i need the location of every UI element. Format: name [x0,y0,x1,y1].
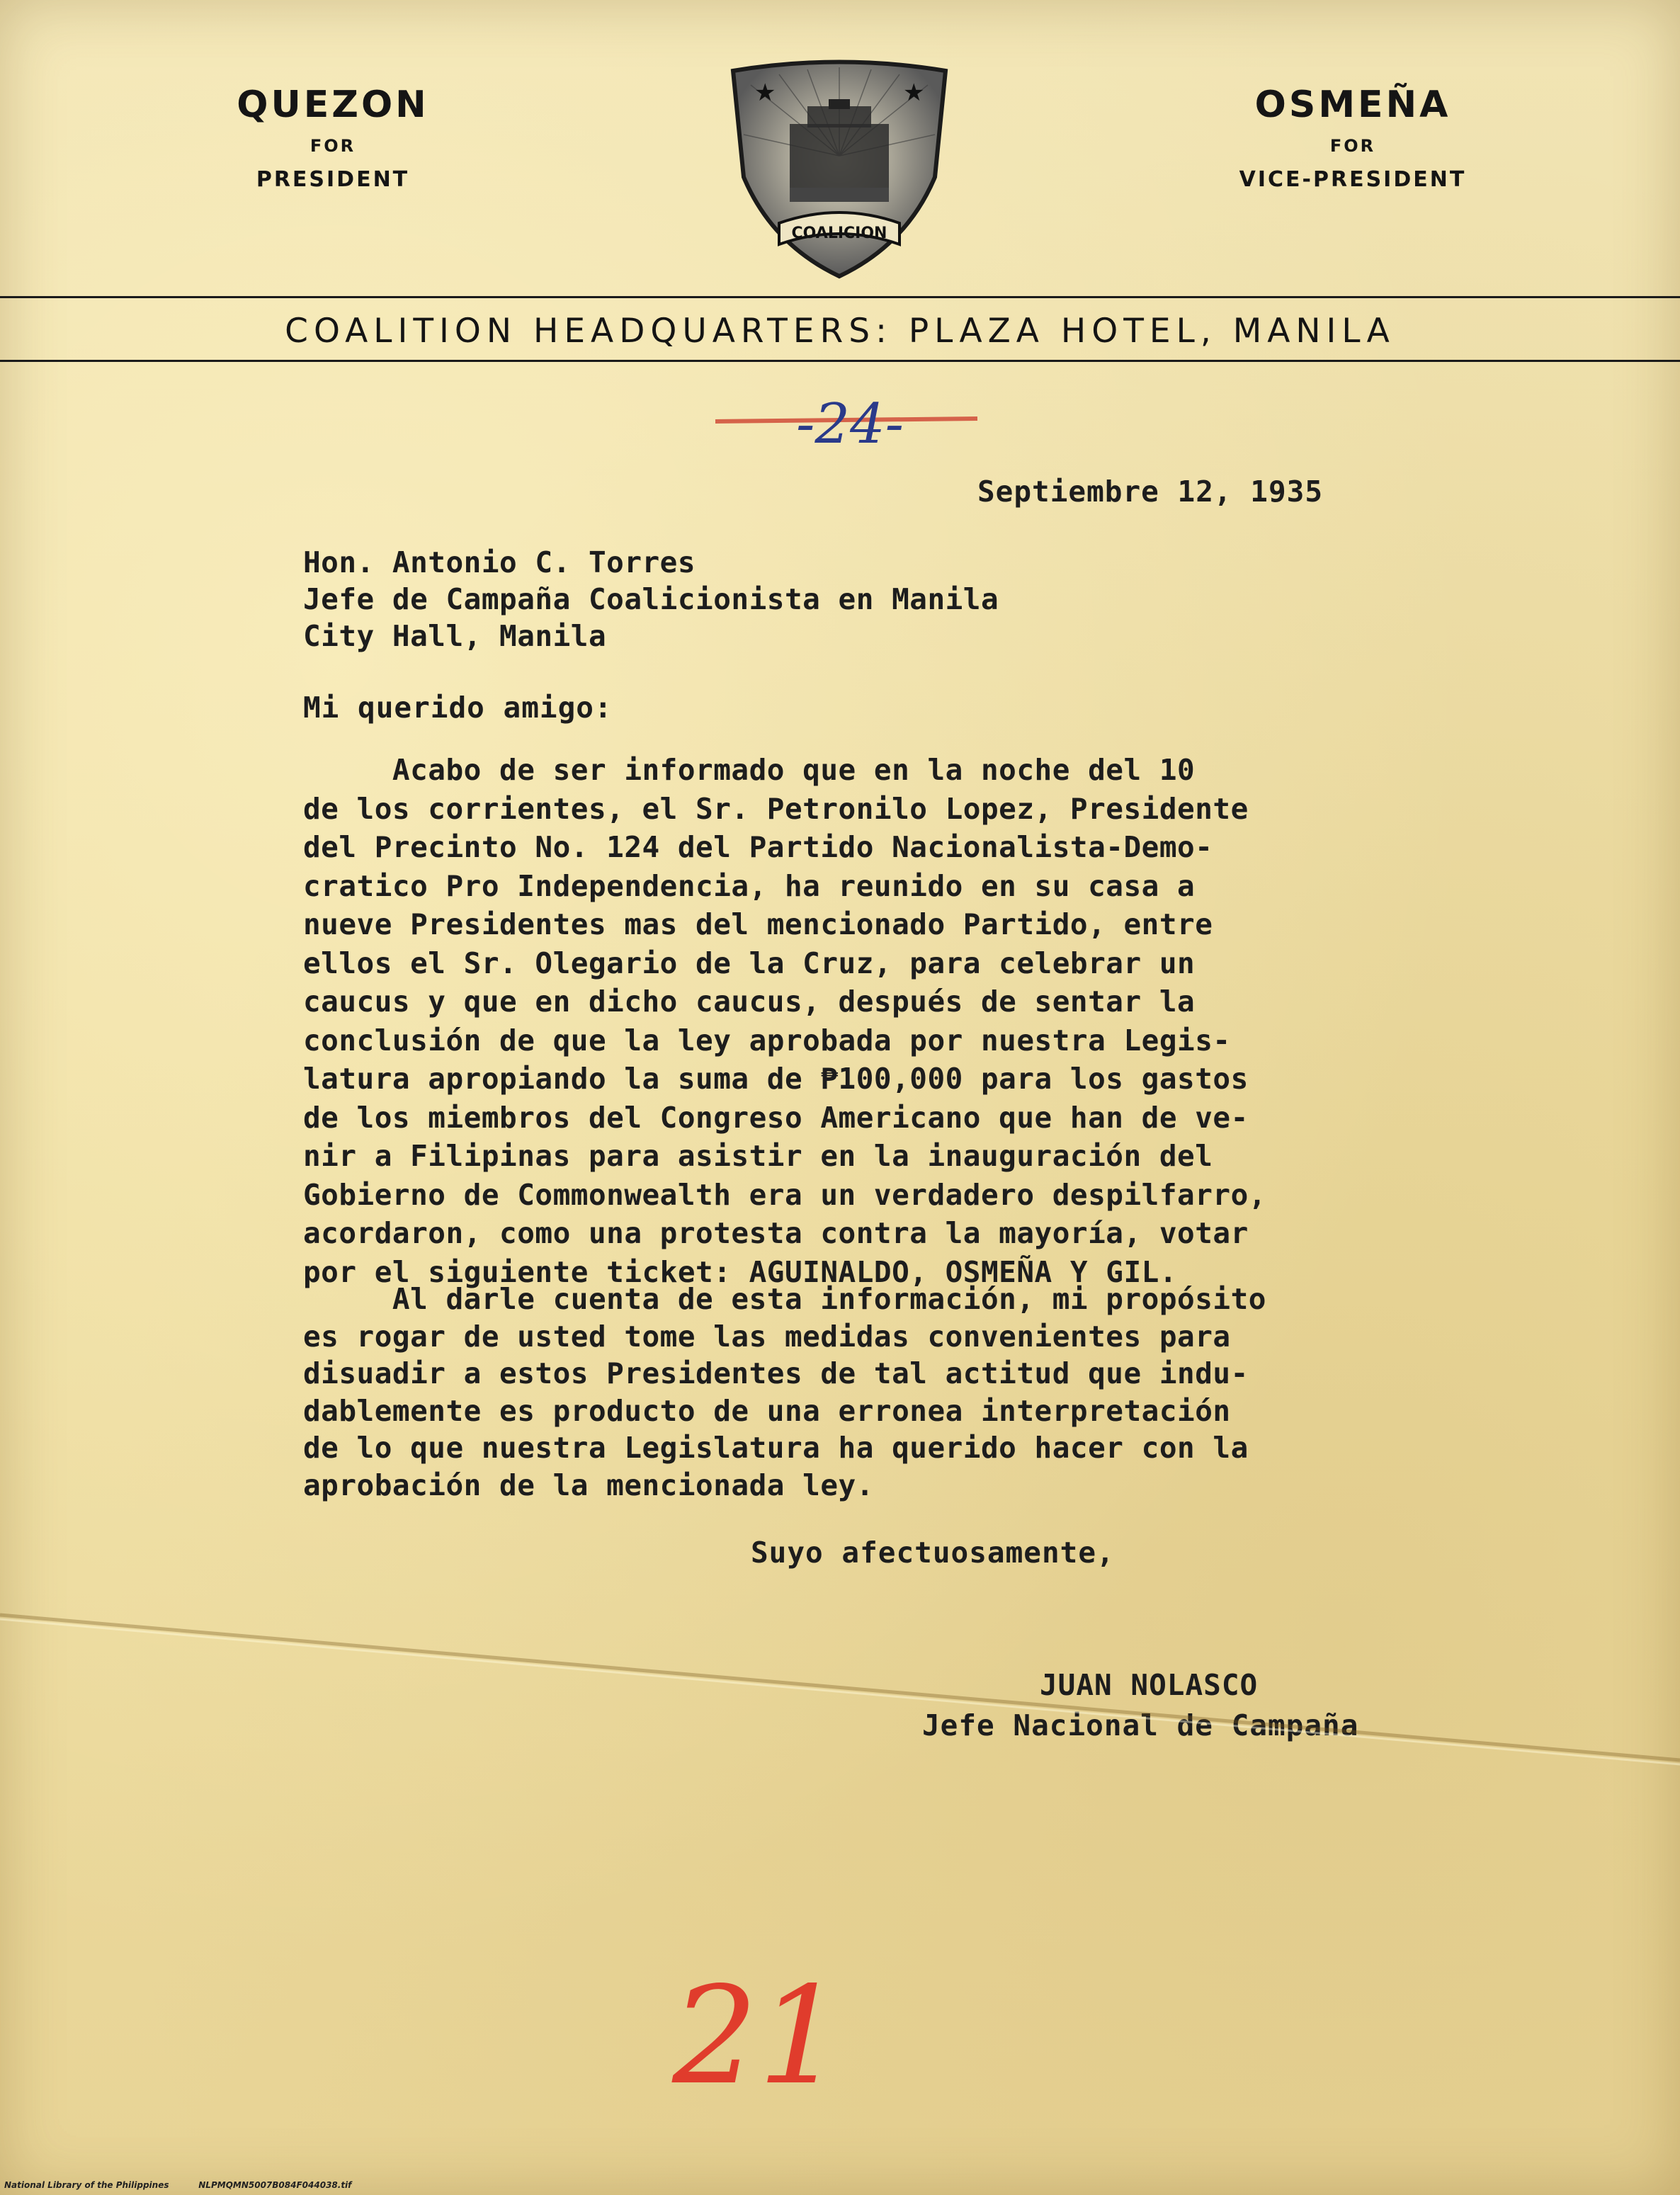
paragraph-2-line: disuadir a estos Presidentes de tal actitud que indu- [303,1356,1249,1390]
paragraph-1-line: Gobierno de Commonwealth era un verdadero despilfarro, [303,1177,1266,1212]
paragraph-1-line: ellos el Sr. Olegario de la Cruz, para celebrar un [303,946,1196,980]
recipient-line: City Hall, Manila [303,619,607,653]
paragraph-1-line: cratico Pro Independencia, ha reunido en su casa a [303,868,1196,903]
letterhead-address: COALITION HEADQUARTERS: PLAZA HOTEL, MANILA [285,312,1395,351]
paragraph-1-line: conclusión de que la ley aprobada por nuestra Legis- [303,1023,1231,1057]
candidate-vice-president-office: VICE-PRESIDENT [1239,167,1467,192]
archive-footer [4,2180,351,2190]
paragraph-2-line: Al darle cuenta de esta información, mi propósito [303,1282,1266,1316]
candidate-president-office: PRESIDENT [256,167,410,192]
paragraph-1-line: de los miembros del Congreso Americano que han de ve- [303,1100,1249,1135]
svg-text:★: ★ [903,79,925,107]
recipient-line: Hon. Antonio C. Torres [303,545,696,579]
letterhead-top-rule [0,296,1680,298]
paragraph-1-line: caucus y que en dicho caucus, después de sentar la [303,985,1196,1019]
candidate-president-for: FOR [310,136,356,156]
paragraph-1-line: del Precinto No. 124 del Partido Nacionalista-Demo- [303,830,1213,864]
candidate-vice-president-name: OSMEÑA [1254,84,1451,126]
paragraph-1-line: latura apropiando la suma de ₱100,000 para los gastos [303,1062,1249,1096]
signer-name: JUAN NOLASCO [1040,1668,1259,1702]
letter-date: Septiembre 12, 1935 [977,475,1323,509]
paragraph-1-line: nueve Presidentes mas del mencionado Partido, entre [303,907,1213,941]
recipient-line: Jefe de Campaña Coalicionista en Manila [303,582,999,616]
reference-number-text: -24- [796,393,904,456]
candidate-president-name: QUEZON [237,84,429,126]
coalicion-shield-emblem [722,57,956,283]
paragraph-2-line: es rogar de usted tome las medidas convenientes para [303,1319,1231,1354]
closing: Suyo afectuosamente, [751,1536,1115,1570]
red-page-number [666,1962,850,2111]
archive-file-id: NLPMQMN5007B084F044038.tif [198,2180,352,2190]
salutation: Mi querido amigo: [303,691,613,725]
paper-fold-crease [0,1587,1680,1771]
signer-title: Jefe Nacional de Campaña [922,1708,1359,1742]
paragraph-1-line: acordaron, como una protesta contra la mayoría, votar [303,1216,1249,1250]
paragraph-1-line: nir a Filipinas para asistir en la inauguración del [303,1139,1213,1173]
paragraph-2-line: dablemente es producto de una erronea interpretación [303,1393,1231,1428]
paragraph-2-line: aprobación de la mencionada ley. [303,1468,874,1502]
paragraph-1-line: por el siguiente ticket: AGUINALDO, OSMEÑA Y GIL. [303,1254,1178,1289]
pencil-reference-number [708,393,992,457]
letterhead-bottom-rule [0,360,1680,362]
svg-text:★: ★ [754,79,776,107]
paragraph-2-line: de lo que nuestra Legislatura ha querido hacer con la [303,1431,1249,1465]
candidate-vice-president-for: FOR [1329,136,1376,156]
page-number-text: 21 [672,1962,844,2111]
paragraph-1-line: Acabo de ser informado que en la noche del 10 [303,753,1196,787]
emblem-banner-text: COALICION [791,225,887,242]
archive-name: National Library of the Philippines [4,2180,169,2190]
paragraph-1-line: de los corrientes, el Sr. Petronilo Lopez, Presidente [303,791,1249,826]
